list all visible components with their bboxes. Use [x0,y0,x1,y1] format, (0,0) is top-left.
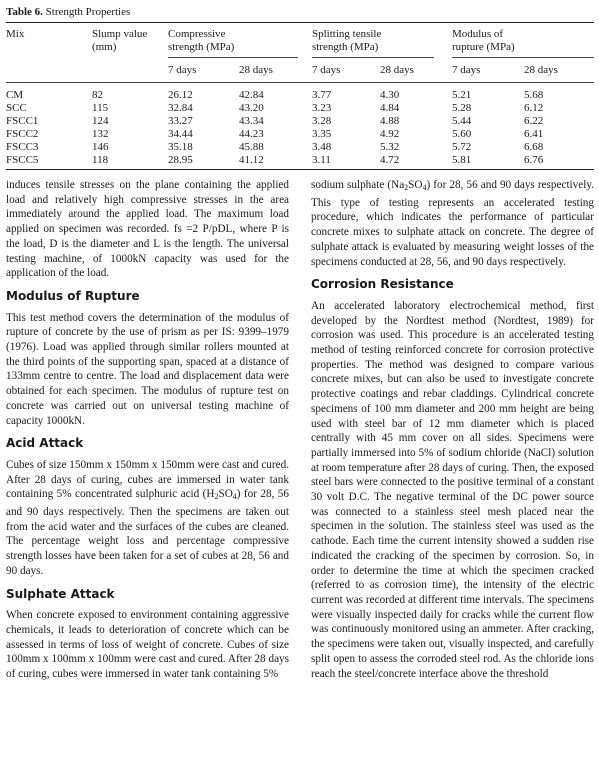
cell-slump: 132 [92,128,109,140]
cell-mod28: 6.22 [524,115,544,127]
cell-mod28: 6.68 [524,141,544,153]
cell-mix: SCC [6,102,27,114]
header-mix: Mix [6,28,25,40]
acid-text-a: Cubes of size 150mm x 150mm x 150mm were cast and cured. After 28 days of curing, cubes are immersed in water tank containing 5% concentrated sulphuric acid (H [6,458,289,501]
cell-split7: 3.11 [312,154,331,166]
cell-slump: 82 [92,89,103,101]
sulph-text-b: SO [408,179,423,191]
header-mod-28days: 28 days [524,64,558,76]
cell-mod7: 5.21 [452,89,472,101]
cell-comp7: 32.84 [168,102,193,114]
heading-sulphate-attack: Sulphate Attack [6,586,115,601]
table-caption [6,6,130,18]
header-compressive-1: Compressive [168,28,226,40]
cell-split7: 3.23 [312,102,332,114]
cell-mix: FSCC3 [6,141,39,153]
cell-split28: 4.92 [380,128,400,140]
sulph-sub-2: 4 [422,183,427,192]
cell-comp28: 45.88 [239,141,264,153]
cell-mix: FSCC1 [6,115,39,127]
header-slump-1: Slump value [92,28,148,40]
cell-slump: 146 [92,141,109,153]
cell-comp7: 26.12 [168,89,193,101]
cell-mod28: 6.12 [524,102,544,114]
cell-slump: 118 [92,154,109,166]
cell-split28: 5.32 [380,141,400,153]
acid-text-c: ) for 28, 56 and 90 days respectively. Then the specimens are taken out from the acid water and the surfaces of the cubes are cleaned. The percentage weight loss and percentage compressive strength losses have been taken for a set of cubes at 28, 56 and 90 days. [6,488,289,577]
paragraph-intro: induces tensile stresses on the plane containing the applied load and relatively high compressive stresses in the area immediately around the applied load. The maximum load applied on specimen was recorded. fs =2 P/pDL, where P is the load, D is the diameter and L is the length. The universal testing machine, of 1000kN capacity was used for the application of the load. [6,179,289,280]
paragraph-rupture: This test method covers the determination of the modulus of rupture of concrete by the use of prism as per IS: 9399–1979 (1976). Load was applied through similar rollers mounted at the third points of the supporting span, spaced at a distance of 133mm centre to centre. The load and displacement data were obtained for each specimen. The modulus of rupture test on concrete was carried out on universal testing machine of capacity 1000kN. [6,311,289,427]
cell-split7: 3.28 [312,115,332,127]
cell-mix: CM [6,89,24,101]
heading-acid-attack: Acid Attack [6,436,84,451]
table-bottom-rule [6,169,594,170]
header-modulus-2: rupture (MPa) [452,41,515,53]
table-title: Strength Properties [45,6,131,18]
cell-comp7: 34.44 [168,128,193,140]
acid-sub-1: 2 [214,492,219,502]
cell-mod7: 5.44 [452,115,472,127]
cell-comp28: 44.23 [239,128,264,140]
cell-split28: 4.30 [380,89,400,101]
paragraph-sulphate-cont [311,178,594,269]
heading-corrosion-resistance: Corrosion Resistance [311,277,454,292]
acid-text-b: SO [218,488,233,501]
header-split-7days: 7 days [312,64,341,76]
header-split-28days: 28 days [380,64,414,76]
modulus-span-rule [452,57,594,58]
cell-mix: FSCC5 [6,154,39,166]
cell-comp28: 42.84 [239,89,264,101]
table-top-rule [6,22,594,23]
left-column [6,178,289,682]
cell-slump: 124 [92,115,109,127]
header-slump-2: (mm) [92,41,117,53]
paragraph-sulphate: When concrete exposed to environment containing aggressive chemicals, it leads to deterioration of concrete which can be assessed in terms of loss of weight of concrete. Cubes of size 100mm x 100mm x 100mm were cast and cured. After 28 days of curing, cubes were immersed in water tank containing 5% [6,609,289,681]
cell-mod7: 5.72 [452,141,472,153]
cell-split28: 4.72 [380,154,400,166]
paragraph-corrosion: An accelerated laboratory electrochemical method, first developed by the Nordtest method (Nordtest, 1989) for corrosion was used. This procedure is an accelerated testing method of testing reinforced concrete for corrosion protective properties. The method was designed to compare various concrete mixes, but can also be used to investigate concrete protective coatings and rebar claddings. Cylindrical concrete specimens of 100 mm diameter and 200 mm height are being used with steel bar of 12 mm diameter which is placed centrally with 45 mm cover on all sides. Specimens were partially immersed into 5% of sodium chloride (NaCl) solution at room temperature after 28 days of curing. Then, the exposed steel bars were connected to the positive terminal of a constant 30 volt D.C. The negative terminal of the DC power source was connected to a stainless steel mesh placed near the specimen in the solution. The stainless steel was used as the cathode. Each time the current intensity showed a sudden rise indicated the cracking of the specimen by corrosion. So, in order to determine the time at which the specimen cracked (referred to as corrosion time), the intensity of the electric current was recorded at different time intervals. The specimens were visually inspected daily for cracks while the current flow was continuously monitored using an ammeter. After cracking, the specimens were taken out, visually inspected, and carefully split open to assess the corroded steel rod. As the chloride ions reach the steel/concrete interface above the threshold [311,299,594,680]
table-label: Table 6. [6,6,43,18]
header-splitting-1: Splitting tensile [312,28,382,40]
compressive-span-rule [168,57,298,58]
sulph-text-a: sodium sulphate (Na [311,179,405,191]
acid-sub-2: 4 [232,492,237,502]
table-header-rule [6,82,594,83]
cell-mix: FSCC2 [6,128,39,140]
cell-mod7: 5.60 [452,128,472,140]
header-splitting-2: strength (MPa) [312,41,379,53]
splitting-span-rule [312,57,434,58]
header-mod-7days: 7 days [452,64,481,76]
cell-mod28: 6.41 [524,128,544,140]
cell-comp7: 33.27 [168,115,193,127]
cell-comp7: 35.18 [168,141,193,153]
right-column [311,178,594,681]
sulph-text-c: ) for 28, 56 and 90 days respectively. This type of testing represents an accelerated testing procedure, which indicates the performance of particular concrete mixes to sulphate attack on concrete. The degree of sulphate attack is evaluated by measuring weight losses of the specimens conducted at 28, 56, and 90 days respectively. [311,179,594,268]
cell-mod28: 6.76 [524,154,544,166]
header-compressive-2: strength (MPa) [168,41,235,53]
cell-split7: 3.77 [312,89,332,101]
heading-modulus-of-rupture: Modulus of Rupture [6,288,140,303]
cell-mod7: 5.28 [452,102,472,114]
cell-split7: 3.48 [312,141,332,153]
header-comp-28days: 28 days [239,64,273,76]
cell-split28: 4.88 [380,115,400,127]
cell-comp28: 43.20 [239,102,264,114]
cell-mod28: 5.68 [524,89,544,101]
cell-split28: 4.84 [380,102,400,114]
cell-mod7: 5.81 [452,154,472,166]
header-comp-7days: 7 days [168,64,197,76]
cell-slump: 115 [92,102,109,114]
cell-comp7: 28.95 [168,154,193,166]
paragraph-acid [6,458,289,579]
cell-comp28: 41.12 [239,154,264,166]
cell-comp28: 43.34 [239,115,264,127]
header-modulus-1: Modulus of [452,28,504,40]
cell-split7: 3.35 [312,128,332,140]
sulph-sub-1: 2 [404,183,409,192]
